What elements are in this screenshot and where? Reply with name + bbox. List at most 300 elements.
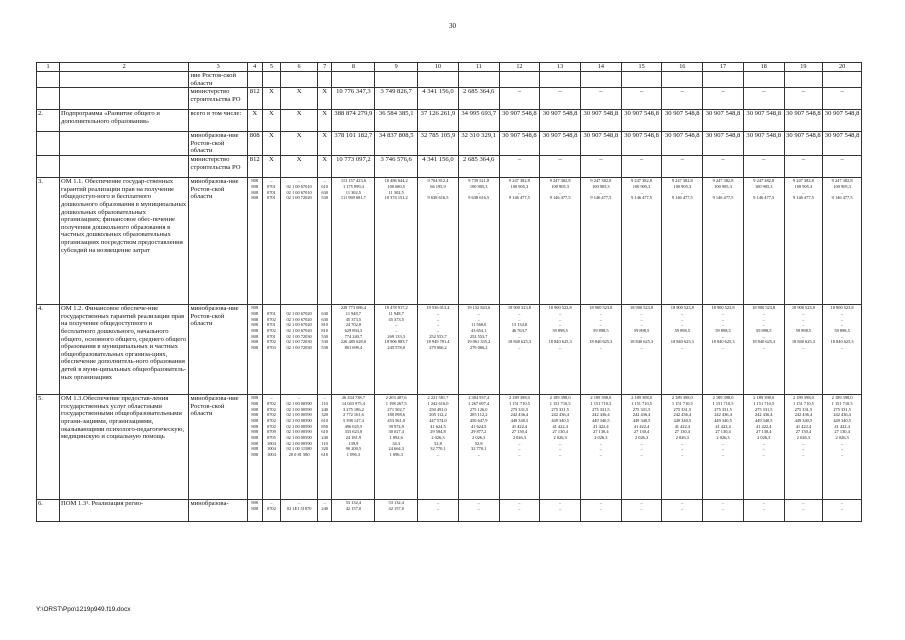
table-cell: Х: [262, 88, 281, 110]
table-cell: –: [703, 156, 744, 178]
table-cell-line: –: [802, 316, 805, 322]
table-cell-line: 02 1 00 00590: [286, 440, 312, 446]
table-cell: 3 746 576,6: [375, 156, 418, 178]
table-cell-line: 2 026,3: [553, 435, 567, 440]
table-cell-line: –: [270, 500, 273, 506]
table-cell-line: –: [762, 310, 765, 316]
table-cell-stack: [262, 178, 281, 305]
table-cell-line: 9 638 616,5: [427, 195, 449, 201]
table-cell-line: 530: [321, 339, 328, 345]
table-cell-line: 41 422,4: [795, 423, 812, 429]
table-cell-line: 242 436,4: [714, 412, 732, 418]
table-cell-line: 9 247 382,8: [671, 178, 693, 184]
table-cell-line: –: [802, 310, 805, 316]
table-cell-line: 139,9: [348, 440, 359, 446]
table-cell-line: 250 491,0: [429, 406, 447, 412]
table-cell-line: 41 422,4: [715, 423, 731, 429]
table-cell-line: 18 840 625,3: [830, 339, 854, 345]
table-cell-line: 29 877,2: [471, 429, 487, 435]
table-cell-line: –: [681, 440, 684, 446]
table-cell-line: 100 905,3: [469, 183, 488, 189]
table-cell-line: 0701: [267, 195, 276, 201]
table-cell-line: 275 331,5: [833, 406, 851, 412]
table-cell-line: 1004: [267, 440, 276, 446]
table-cell-line: 66 195,9: [430, 183, 446, 189]
table-cell-line: 59 898,5: [795, 327, 812, 333]
table-cell-line: –: [298, 178, 301, 184]
table-cell-stack: [580, 305, 621, 395]
table-cell-line: 453 561,0: [387, 417, 405, 423]
row-responsible: минобразова-ние Ростов-ской области: [189, 132, 247, 156]
table-cell-line: 18 900 523,8: [752, 305, 776, 311]
table-cell-line: 02 1 00 67020: [286, 322, 312, 328]
table-cell-stack: [540, 395, 581, 500]
row-responsible: минобразова-ние Ростов-ской области: [189, 395, 247, 500]
table-cell-line: –: [518, 452, 521, 458]
table-cell: –: [662, 156, 703, 178]
row-name: ОМ 1.3.Обеспечение предостав-ления государственных услуг областными государственными общеобразовательными органи-зациями, организациями, оказывающими психолого-педагогическую, медицинскую и социальную помощь: [59, 395, 188, 500]
table-cell-line: 240: [321, 406, 328, 412]
table-cell-line: 1 151 710,5: [590, 400, 612, 406]
row-responsible: минобразова-ние Ростов-ской области: [189, 305, 247, 395]
table-cell-line: –: [518, 310, 521, 316]
table-cell-line: 18 900 523,8: [630, 305, 654, 311]
table-cell-line: 808: [251, 310, 259, 316]
table-cell-line: 0702: [267, 339, 276, 345]
table-cell-line: 275 331,5: [714, 406, 732, 412]
table-cell-stack: [703, 178, 744, 305]
table-cell-line: –: [640, 333, 643, 339]
table-cell-line: 9 247 382,8: [831, 178, 853, 184]
table-cell: –: [823, 88, 862, 110]
table-cell-line: –: [559, 452, 562, 458]
table-row: [37, 72, 862, 88]
table-cell-line: 0701: [267, 322, 276, 328]
table-cell-stack: [247, 305, 262, 395]
table-cell-line: 9 247 382,8: [792, 178, 814, 184]
table-cell: [823, 72, 862, 88]
table-cell-stack: [375, 178, 418, 305]
table-cell-line: 110: [321, 440, 328, 446]
table-cell: –: [703, 88, 744, 110]
table-cell-line: –: [559, 333, 562, 339]
table-cell-line: 11 302,5: [388, 189, 404, 195]
header-col-11: 11: [458, 63, 499, 72]
table-cell-stack: [743, 500, 784, 522]
table-cell-line: –: [518, 500, 521, 506]
table-cell-line: 59 898,5: [674, 327, 690, 333]
table-cell-stack: [375, 500, 418, 522]
table-cell-stack: [458, 305, 499, 395]
header-col-20: 20: [823, 63, 862, 72]
table-cell-stack: [262, 395, 281, 500]
table-cell-line: –: [721, 316, 725, 322]
table-cell-line: –: [762, 440, 765, 446]
table-cell-line: 2 189 398,0: [753, 395, 775, 401]
table-cell-line: 39 974,9: [388, 423, 404, 429]
table-cell-line: 18 900 523,8: [711, 305, 735, 311]
table-cell-line: 30 027,4: [388, 429, 404, 435]
row-name: ОМ 1.1. Обеспечение государ-ственных гарантий реализации прав на получение общедоступ-ного и бесплатного дошкольного образования в муниципальных дошкольных образовательных организациях; финансовое обес-печение получения дошкольного образования в частных дошкольных образовательных организациях посредством предоставления субсидий на возмещение затрат: [59, 178, 188, 305]
table-cell-line: 629 894,3: [344, 327, 363, 333]
table-cell-line: 279 066,2: [469, 345, 488, 350]
table-cell-line: 41 422,4: [511, 423, 528, 429]
table-cell-line: –: [721, 440, 725, 446]
table-cell-line: 111 969 681,7: [340, 195, 366, 201]
table-cell-stack: [540, 500, 581, 522]
table-cell-line: –: [762, 446, 765, 452]
table-cell-line: 242 436,4: [673, 412, 692, 418]
table-cell-line: –: [559, 505, 562, 511]
table-cell-line: –: [681, 333, 684, 339]
table-cell-line: 0701: [267, 183, 276, 189]
table-cell-line: 252 553,7: [469, 333, 488, 339]
table-cell-line: 530: [321, 195, 328, 201]
table-cell-line: 10 374 151,2: [384, 195, 408, 201]
table-cell-line: –: [762, 500, 765, 506]
table-cell-line: 0705: [267, 435, 276, 440]
table-cell: –: [743, 156, 784, 178]
table-cell-line: 275 126,0: [469, 406, 488, 412]
row-number: 4.: [37, 305, 60, 395]
table-cell-line: 41 624,5: [471, 423, 487, 429]
table-cell-line: 9 146 477,5: [671, 195, 693, 201]
table-cell-line: 9 704 812,4: [427, 178, 449, 184]
table-cell-line: 0702: [267, 400, 276, 406]
header-col-19: 19: [784, 63, 823, 72]
table-row: [37, 395, 862, 500]
table-cell-line: 1 151 710,5: [671, 400, 693, 406]
table-cell: 30 907 548,8: [662, 110, 703, 132]
table-cell-line: 808: [251, 400, 259, 406]
table-cell-line: –: [436, 452, 440, 458]
table-cell: 30 907 548,8: [743, 132, 784, 156]
table-cell-line: 449 340,5: [833, 417, 851, 423]
table-cell-line: 808: [251, 183, 259, 189]
table-cell-line: 02 1 00 67010: [286, 189, 312, 195]
table-cell-line: 113 157 423,6: [340, 178, 366, 184]
row-responsible: минобразова-ние Ростов-ской области: [189, 178, 247, 305]
table-cell-line: –: [559, 316, 562, 322]
table-cell-line: –: [518, 446, 521, 452]
table-cell-line: 27 130,4: [593, 429, 609, 435]
table-cell-line: 808: [251, 345, 259, 350]
table-cell-line: –: [477, 189, 480, 195]
table-cell-line: –: [802, 440, 805, 446]
table-cell-line: –: [721, 500, 725, 506]
table-cell-line: 1 175 999,4: [342, 183, 364, 189]
table-cell: [540, 72, 581, 88]
table-cell-line: 100 905,3: [510, 183, 529, 189]
table-cell-line: 13 134,8: [511, 322, 528, 328]
table-cell: 30 907 548,8: [743, 110, 784, 132]
table-cell-line: 18 949 781,4: [426, 339, 450, 345]
table-cell-line: –: [640, 440, 643, 446]
table-cell-line: –: [640, 452, 643, 458]
table-cell-line: 449 340,5: [551, 417, 569, 423]
header-col-1: 1: [37, 63, 60, 72]
table-cell-line: 0702: [267, 406, 276, 412]
document-table-wrapper: [36, 62, 862, 522]
table-cell-line: –: [436, 327, 440, 333]
table-cell: 30 907 548,8: [703, 132, 744, 156]
table-row: [37, 110, 862, 132]
table-cell-line: –: [721, 333, 725, 339]
table-cell: Х: [262, 156, 281, 178]
table-cell-line: 18 840 625,3: [791, 339, 815, 345]
table-cell-line: 2 772 161,6: [342, 412, 364, 418]
table-cell-line: 43 654,1: [471, 327, 487, 333]
table-row: [37, 178, 862, 305]
table-cell-line: 1 151 710,5: [753, 400, 775, 406]
table-cell-stack: [662, 305, 703, 395]
table-cell-stack: [247, 500, 262, 522]
table-cell-line: 630: [321, 189, 328, 195]
row-responsible: всего в том числе:: [189, 110, 247, 132]
table-cell-line: 02 1 00 72030: [286, 333, 312, 339]
table-cell: 812: [247, 156, 262, 178]
table-cell-stack: [281, 178, 318, 305]
table-cell: [247, 72, 262, 88]
row-name: ОМ 1.2. Финансовое обеспече-ние государственных гарантий реализации прав на получение общедоступного и бесплатного дошкольного, начального общего, основного общего, среднего общего образования в муниципальных и частных общеобразовательных организа-циях, обеспечение дополнитель-ного образования детей в муни-ципальных общеобразователь-ных организациях: [59, 305, 188, 395]
table-cell-line: 496 025,5: [344, 423, 363, 429]
table-cell-line: 46 763,7: [511, 327, 528, 333]
table-cell: [743, 72, 784, 88]
table-cell-line: –: [599, 333, 602, 339]
table-cell-line: –: [841, 500, 844, 506]
table-cell-stack: [540, 305, 581, 395]
table-cell-line: 0702: [267, 417, 276, 423]
row-name: ПОМ 1.3¹. Реализация регио-: [59, 500, 188, 522]
table-cell-line: –: [518, 440, 521, 446]
header-col-13: 13: [540, 63, 581, 72]
table-cell-line: 41 624,5: [430, 423, 446, 429]
table-cell: Х: [281, 88, 318, 110]
table-cell-line: –: [681, 189, 684, 195]
table-cell-line: –: [721, 189, 725, 195]
table-cell-stack: [317, 500, 332, 522]
table-cell: 30 907 548,8: [540, 110, 581, 132]
table-cell: 30 907 548,8: [580, 110, 621, 132]
table-cell-line: 180 098,6: [387, 412, 405, 418]
table-cell: [332, 72, 375, 88]
table-cell-line: 808: [251, 395, 259, 401]
table-cell-line: 18 900 523,8: [830, 305, 854, 311]
table-cell-line: 808: [251, 327, 259, 333]
table-cell-line: 242 436,4: [754, 412, 773, 418]
table-cell-line: 808: [251, 195, 259, 201]
table-cell-line: –: [681, 505, 684, 511]
table-cell-line: 18 900 523,8: [670, 305, 694, 311]
table-cell-line: 1 096,3: [346, 452, 360, 458]
table-cell: [317, 72, 332, 88]
row-responsible: ние Ростов-ской области: [189, 72, 247, 88]
table-cell-stack: [823, 395, 862, 500]
table-cell-line: –: [436, 316, 440, 322]
table-cell-stack: [458, 395, 499, 500]
table-cell-stack: [262, 500, 281, 522]
table-cell-line: 2 026,3: [757, 435, 771, 440]
table-cell-line: –: [762, 189, 765, 195]
table-cell-line: –: [762, 345, 765, 350]
table-cell-line: 810: [321, 322, 328, 328]
table-cell-line: 320: [321, 412, 328, 418]
table-cell: –: [540, 88, 581, 110]
table-cell: Х: [317, 88, 332, 110]
table-cell-stack: [703, 500, 744, 522]
table-cell-line: 2 189 398,0: [590, 395, 612, 401]
table-cell-line: 02 1 00 67010: [286, 183, 312, 189]
table-cell-stack: [499, 395, 540, 500]
table-cell-line: 27 130,4: [633, 429, 650, 435]
table-cell-line: –: [841, 322, 844, 328]
table-cell-line: 27 130,4: [834, 429, 850, 435]
table-cell-line: 27 130,4: [511, 429, 528, 435]
budget-table: [36, 62, 862, 522]
table-cell-line: –: [802, 500, 805, 506]
table-row: [37, 132, 862, 156]
table-cell-line: 2 026,3: [634, 435, 649, 440]
table-cell: 4 341 156,0: [418, 156, 459, 178]
table-cell: –: [621, 88, 662, 110]
table-cell-line: 1 151 710,5: [712, 400, 734, 406]
table-cell-line: –: [841, 505, 844, 511]
table-cell: 30 907 548,8: [580, 132, 621, 156]
table-cell-line: –: [802, 505, 805, 511]
table-cell: –: [580, 156, 621, 178]
header-col-5: 5: [262, 63, 281, 72]
table-cell-stack: [262, 305, 281, 395]
table-cell-line: –: [323, 500, 326, 506]
table-cell-line: 275 331,5: [754, 406, 773, 412]
table-cell-line: –: [681, 322, 684, 328]
table-cell-line: 2 026,3: [796, 435, 810, 440]
table-cell: 808: [247, 132, 262, 156]
table-cell-line: –: [640, 500, 643, 506]
table-cell: Х: [262, 110, 281, 132]
table-cell-line: 2 189 398,0: [631, 395, 652, 401]
table-cell-line: 18 840 625,3: [752, 339, 776, 345]
table-cell-stack: [332, 395, 375, 500]
table-cell-line: 808: [251, 446, 259, 452]
table-cell-line: 20 0 81 580: [288, 452, 310, 458]
table-cell-line: 810: [321, 327, 328, 333]
table-cell-line: 808: [251, 440, 259, 446]
table-cell: [458, 72, 499, 88]
table-cell-line: –: [721, 446, 725, 452]
table-cell-stack: [621, 500, 662, 522]
table-cell-line: –: [640, 322, 643, 328]
table-cell-line: 242 436,4: [632, 412, 651, 418]
header-row: [37, 63, 862, 72]
table-cell-line: 45 373,5: [388, 316, 404, 322]
table-cell-line: –: [559, 310, 562, 316]
table-cell: –: [540, 156, 581, 178]
table-cell-line: 18 906 883,7: [384, 339, 408, 345]
table-cell-line: 2 189 398,0: [712, 395, 734, 401]
table-cell: 30 907 548,8: [621, 132, 662, 156]
table-cell-line: 275 331,5: [510, 406, 529, 412]
table-cell: [499, 72, 540, 88]
table-cell-line: 14 043 975,4: [341, 400, 365, 406]
table-cell-line: –: [681, 316, 684, 322]
table-cell-line: 9 247 382,8: [549, 178, 571, 184]
table-cell-line: 240: [321, 505, 328, 511]
table-cell-line: –: [477, 452, 480, 458]
table-cell-line: 3 275 186,2: [342, 406, 364, 412]
table-cell-line: 0709: [267, 429, 276, 435]
table-cell-line: 02 1 00 67020: [286, 316, 312, 322]
table-cell: 34 995 693,7: [458, 110, 499, 132]
table-cell-line: 24 702,8: [345, 322, 362, 328]
table-cell-line: 18 900 523,8: [791, 305, 815, 311]
table-cell-line: 242 436,4: [551, 412, 569, 418]
table-cell-line: –: [721, 310, 725, 316]
table-cell: 10 776 347,3: [332, 88, 375, 110]
table-cell-line: 1 096,3: [389, 452, 403, 458]
row-number: [37, 132, 60, 156]
table-cell-line: 41 422,4: [756, 423, 772, 429]
table-cell-line: 271 502,7: [387, 406, 405, 412]
table-cell-line: –: [599, 322, 602, 328]
table-cell-line: 2 189 398,0: [549, 395, 571, 401]
table-cell-stack: [621, 178, 662, 305]
table-cell-line: –: [559, 440, 562, 446]
table-cell-line: 2 203 407,6: [385, 395, 407, 401]
table-cell: [784, 72, 823, 88]
table-cell-line: –: [802, 189, 805, 195]
table-cell: 30 907 548,8: [823, 110, 862, 132]
table-cell-line: –: [559, 500, 562, 506]
table-cell-line: –: [841, 333, 844, 339]
table-cell-stack: [580, 395, 621, 500]
table-cell: Х: [281, 132, 318, 156]
table-cell-stack: [281, 395, 318, 500]
table-cell: –: [499, 156, 540, 178]
table-cell-line: –: [721, 505, 725, 511]
table-cell-line: 18 840 625,3: [630, 339, 654, 345]
table-cell: [262, 72, 281, 88]
table-cell-line: –: [721, 345, 725, 350]
table-cell-stack: [743, 305, 784, 395]
table-cell: Х: [317, 132, 332, 156]
table-cell-line: 26 434 738,7: [341, 395, 365, 401]
table-cell: Х: [247, 110, 262, 132]
table-cell-line: 275 331,5: [794, 406, 813, 412]
table-cell-line: 242 436,4: [794, 412, 813, 418]
table-cell-line: 333 623,0: [344, 429, 363, 435]
header-col-14: 14: [580, 63, 621, 72]
header-col-2: 2: [59, 63, 188, 72]
table-cell-line: 808: [251, 305, 259, 311]
table-cell-line: 59 898,5: [552, 327, 568, 333]
table-cell-line: 11 948,7: [388, 310, 404, 316]
table-cell-line: 32 770,1: [430, 446, 446, 452]
table-cell-stack: [499, 178, 540, 305]
table-cell-line: –: [762, 316, 765, 322]
table-cell-line: –: [681, 452, 684, 458]
table-cell-line: 269 133,3: [387, 333, 405, 339]
table-cell-line: –: [477, 310, 480, 316]
table-cell-line: 41 422,4: [552, 423, 568, 429]
table-cell: Х: [281, 156, 318, 178]
header-col-7: 7: [317, 63, 332, 72]
table-cell: 30 907 548,8: [703, 110, 744, 132]
table-cell-line: 9 247 382,8: [712, 178, 734, 184]
table-cell-line: 447 574,0: [429, 417, 447, 423]
table-cell-line: 0702: [267, 412, 276, 418]
table-cell: 378 101 182,7: [332, 132, 375, 156]
